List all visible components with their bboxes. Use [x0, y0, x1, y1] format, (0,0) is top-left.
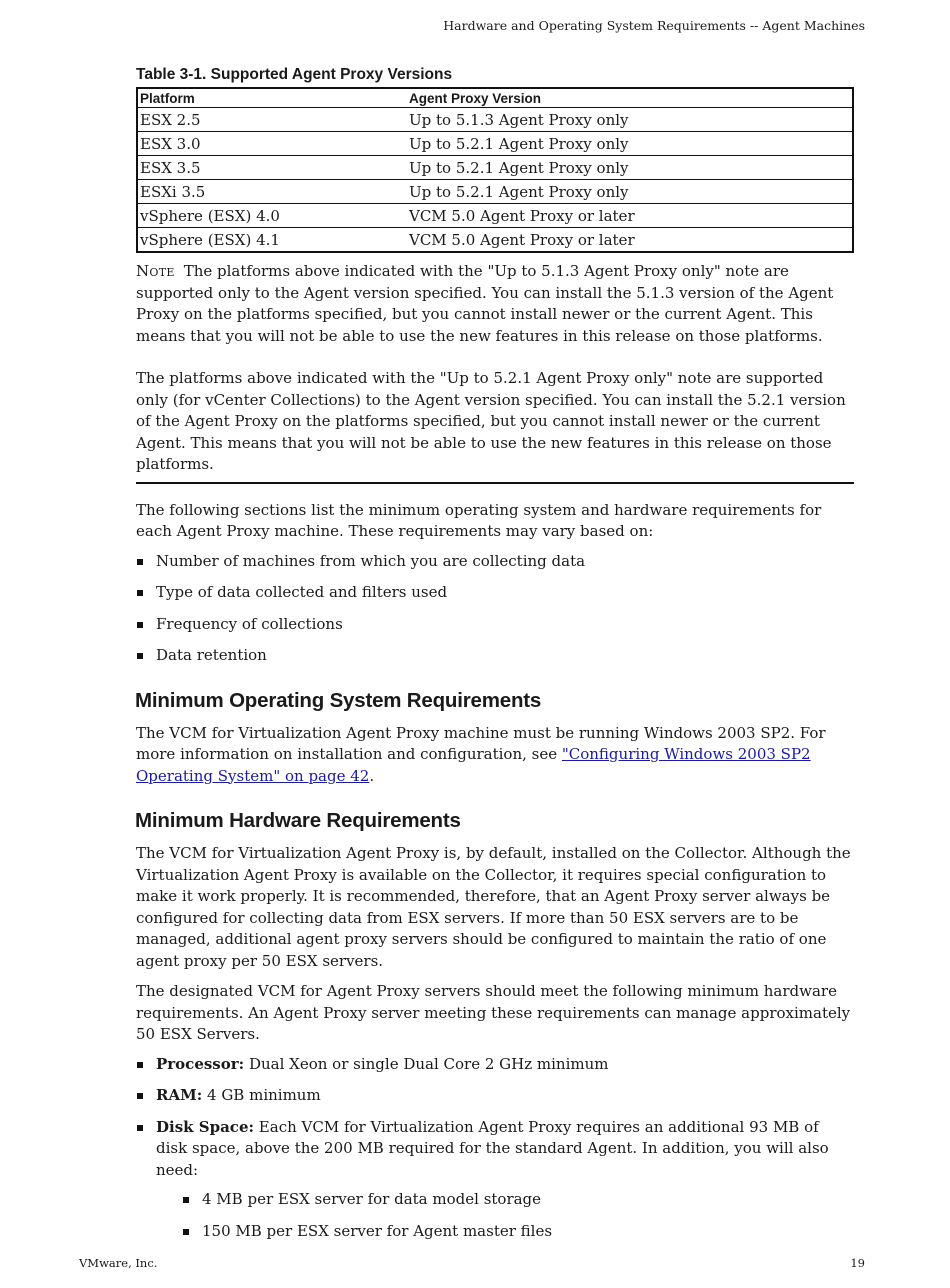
os-text-end: . [369, 766, 375, 785]
disk-space-text: Each VCM for Virtualization Agent Proxy requires an additional 93 MB of disk space, above the 200 MB required for the standard Agent. In addition, you will also need: [156, 1117, 829, 1179]
table-row [137, 108, 853, 132]
cell-platform: ESX 2.5 [137, 108, 407, 132]
table-row [137, 204, 853, 228]
running-header: Hardware and Operating System Requirements -- Agent Machines [443, 18, 865, 33]
list-item: 4 MB per ESX server for data model storage [182, 1189, 854, 1211]
list-item: Number of machines from which you are collecting data [136, 551, 854, 573]
note-text-1: The platforms above indicated with the "Up to 5.1.3 Agent Proxy only" note are supported only to the Agent version specified. You can install the 5.1.3 version of the Agent Proxy on the platforms specified, but you cannot install newer or the current Agent. This means that you will not be able to use the new features in this release on those platforms. [136, 262, 834, 345]
page-content [136, 62, 854, 1252]
footer-page-number: 19 [850, 1256, 865, 1270]
list-item-ram [136, 1085, 854, 1107]
note-label: Note [136, 262, 175, 280]
os-requirements-paragraph [136, 723, 854, 788]
list-item: Data retention [136, 645, 854, 667]
processor-text: Dual Xeon or single Dual Core 2 GHz minimum [244, 1054, 609, 1073]
note-box [136, 261, 854, 484]
list-item: 150 MB per ESX server for Agent master files [182, 1221, 854, 1243]
list-item-processor [136, 1054, 854, 1076]
cell-platform: ESXi 3.5 [137, 180, 407, 204]
cell-version: Up to 5.2.1 Agent Proxy only [407, 180, 853, 204]
agent-proxy-versions-table [136, 87, 854, 253]
cell-version: VCM 5.0 Agent Proxy or later [409, 230, 635, 249]
heading-os-requirements: Minimum Operating System Requirements [135, 688, 542, 712]
cell-platform: vSphere (ESX) 4.1 [140, 230, 280, 249]
heading-hardware-requirements: Minimum Hardware Requirements [135, 809, 461, 832]
table-row [137, 156, 853, 180]
footer-company: VMware, Inc. [79, 1256, 158, 1270]
table-caption: Table 3-1. Supported Agent Proxy Versions [136, 66, 453, 83]
requirements-factors-list [136, 551, 854, 667]
note-paragraph-1 [136, 261, 854, 347]
table-row [137, 228, 853, 253]
table-header-row [137, 88, 853, 108]
column-header-platform: Platform [137, 88, 407, 108]
cross-reference-link[interactable]: "Configuring Windows 2003 SP2 Operating System" on page 42 [136, 745, 811, 785]
intro-paragraph: The following sections list the minimum operating system and hardware requirements for each Agent Proxy machine. These requirements may vary based on: [136, 500, 822, 540]
table-row [137, 132, 853, 156]
ram-text: 4 GB minimum [202, 1086, 321, 1104]
cell-platform: ESX 3.0 [137, 132, 407, 156]
hardware-paragraph-1: The VCM for Virtualization Agent Proxy is, by default, installed on the Collector. Although the Virtualization Agent Proxy is available on the Collector, it requires special configuration to make it work properly. It is recommended, therefore, that an Agent Proxy server always be configured for collecting data from ESX servers. If more than 50 ESX servers are to be managed, additional agent proxy servers should be configured to maintain the ratio of one agent proxy per 50 ESX servers. [136, 844, 851, 970]
cell-platform: ESX 3.5 [137, 156, 407, 180]
hardware-requirements-list [136, 1054, 854, 1243]
list-item: Frequency of collections [136, 614, 854, 636]
cell-version: Up to 5.2.1 Agent Proxy only [407, 132, 853, 156]
term-disk-space: Disk Space: [156, 1117, 255, 1136]
list-item-disk-space [136, 1117, 854, 1243]
cell-version: Up to 5.1.3 Agent Proxy only [407, 108, 853, 132]
os-text: The VCM for Virtualization Agent Proxy machine must be running Windows 2003 SP2. For more information on installation and configuration, see [136, 723, 826, 763]
disk-space-sublist [182, 1189, 854, 1242]
list-item: Type of data collected and filters used [136, 582, 854, 604]
cell-version: Up to 5.2.1 Agent Proxy only [407, 156, 853, 180]
cell-platform: vSphere (ESX) 4.0 [137, 204, 407, 228]
cell-version: VCM 5.0 Agent Proxy or later [407, 204, 853, 228]
term-processor: Processor: [156, 1054, 245, 1073]
term-ram: RAM: [156, 1086, 203, 1104]
table-row [137, 180, 853, 204]
note-paragraph-2: The platforms above indicated with the "Up to 5.2.1 Agent Proxy only" note are supported only (for vCenter Collections) to the Agent version specified. You can install the 5.2.1 version of the Agent Proxy on the platforms specified, but you cannot install newer or the current Agent. This means that you will not be able to use the new features in this release on those platforms. [136, 369, 846, 473]
column-header-agent-proxy-version: Agent Proxy Version [407, 88, 853, 108]
hardware-paragraph-2: The designated VCM for Agent Proxy servers should meet the following minimum hardware requirements. An Agent Proxy server meeting these requirements can manage approximately 50 ESX Servers. [136, 982, 851, 1043]
